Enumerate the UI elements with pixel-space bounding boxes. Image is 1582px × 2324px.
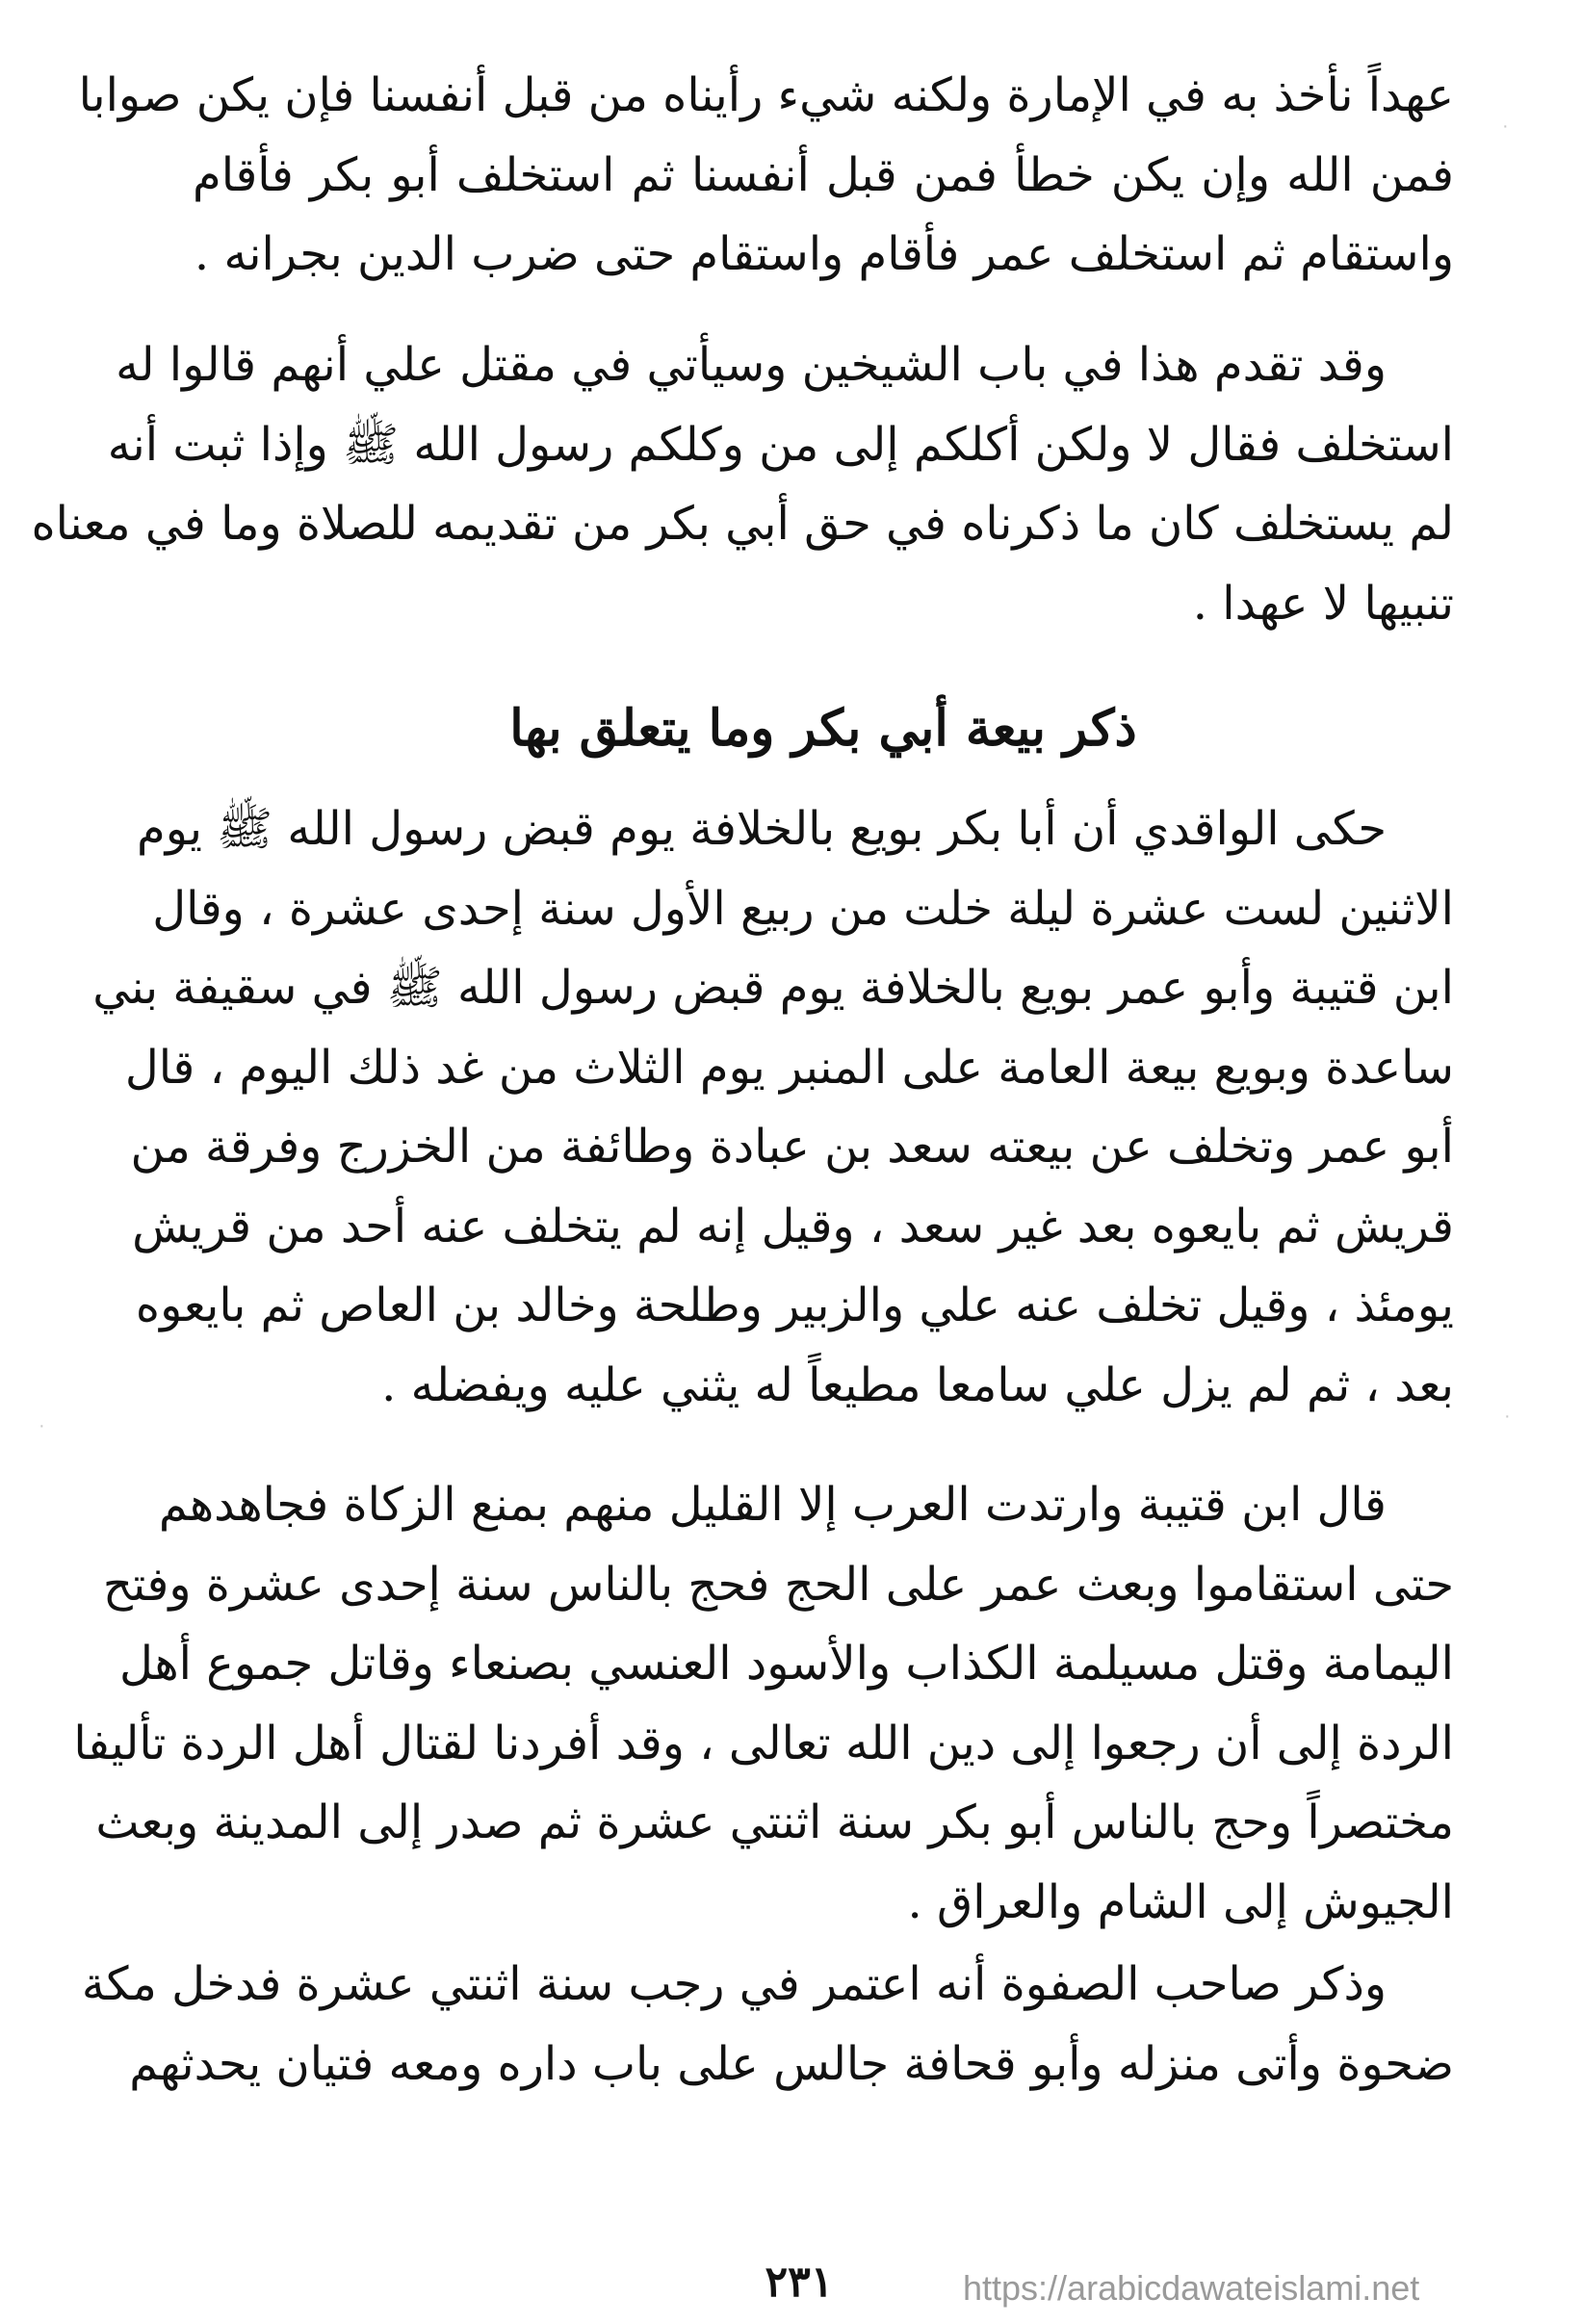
text-line: استخلف فقال لا ولكن أكلكم إلى من وكلكم رسول الله ﷺ وإذا ثبت أنه	[107, 417, 1454, 472]
margin-speck: ·	[1504, 1406, 1511, 1427]
text-line: تنبيها لا عهدا .	[1192, 576, 1454, 631]
text-line: ضحوة وأتى منزله وأبو قحافة جالس على باب داره ومعه فتيان يحدثهم	[129, 2036, 1454, 2091]
text-line: قال ابن قتيبة وارتدت العرب إلا القليل منهم بمنع الزكاة فجاهدهم	[158, 1478, 1387, 1532]
paragraph-4	[73, 1465, 1454, 1942]
text-line: فمن الله وإن يكن خطأ فمن قبل أنفسنا ثم استخلف أبو بكر فأقام	[193, 147, 1454, 202]
text-line: بعد ، ثم لم يزل علي سامعا مطيعاً له يثني عليه ويفضله .	[381, 1357, 1454, 1412]
text-line: قريش ثم بايعوه بعد غير سعد ، وقيل إنه لم يتخلف عنه أحد من قريش	[132, 1199, 1454, 1253]
text-line: يومئذ ، وقيل تخلف عنه علي والزبير وطلحة وخالد بن العاص ثم بايعوه	[135, 1278, 1454, 1332]
margin-speck: ·	[39, 1415, 45, 1436]
text-line: مختصراً وحج بالناس أبو بكر سنة اثنتي عشرة ثم صدر إلى المدينة وبعث	[95, 1795, 1454, 1849]
text-line: وذكر صاحب الصفوة أنه اعتمر في رجب سنة اثنتي عشرة فدخل مكة	[81, 1957, 1387, 2011]
text-line: عهداً نأخذ به في الإمارة ولكنه شيء رأيناه من قبل أنفسنا فإن يكن صوابا	[78, 68, 1454, 122]
paragraph-2	[31, 325, 1454, 643]
paragraph-1	[78, 56, 1454, 295]
section-heading: ذكر بيعة أبي بكر وما يتعلق بها	[509, 699, 1137, 758]
text-line: لم يستخلف كان ما ذكرناه في حق أبي بكر من تقديمه للصلاة وما في معناه	[31, 497, 1454, 551]
text-line: حتى استقاموا وبعث عمر على الحج فحج بالناس سنة إحدى عشرة وفتح	[102, 1557, 1454, 1612]
paragraph-3	[92, 789, 1454, 1425]
text-line: حكى الواقدي أن أبا بكر بويع بالخلافة يوم قبض رسول الله ﷺ يوم	[137, 802, 1387, 856]
text-line: الاثنين لست عشرة ليلة خلت من ربيع الأول سنة إحدى عشرة ، وقال	[152, 881, 1454, 936]
watermark-url: https://arabicdawateislami.net	[963, 2268, 1420, 2308]
text-line: وقد تقدم هذا في باب الشيخين وسيأتي في مقتل علي أنهم قالوا له	[116, 338, 1387, 392]
text-line: واستقام ثم استخلف عمر فأقام واستقام حتى ضرب الدين بجرانه .	[194, 227, 1454, 281]
text-line: ابن قتيبة وأبو عمر بويع بالخلافة يوم قبض رسول الله ﷺ في سقيفة بني	[92, 961, 1454, 1015]
text-line: أبو عمر وتخلف عن بيعته سعد بن عبادة وطائفة من الخزرج وفرقة من	[130, 1120, 1454, 1174]
paragraph-5	[81, 1945, 1454, 2104]
text-line: الجيوش إلى الشام والعراق .	[907, 1874, 1454, 1929]
text-line: الردة إلى أن رجعوا إلى دين الله تعالى ، وقد أفردنا لقتال أهل الردة تأليفا	[73, 1716, 1454, 1770]
text-line: اليمامة وقتل مسيلمة الكذاب والأسود العنسي بصنعاء وقاتل جموع أهل	[119, 1637, 1454, 1691]
margin-speck: ·	[1502, 116, 1509, 137]
text-line: ساعدة وبويع بيعة العامة على المنبر يوم الثلاث من غد ذلك اليوم ، قال	[124, 1040, 1454, 1095]
page-number: ٢٣١	[765, 2258, 834, 2307]
